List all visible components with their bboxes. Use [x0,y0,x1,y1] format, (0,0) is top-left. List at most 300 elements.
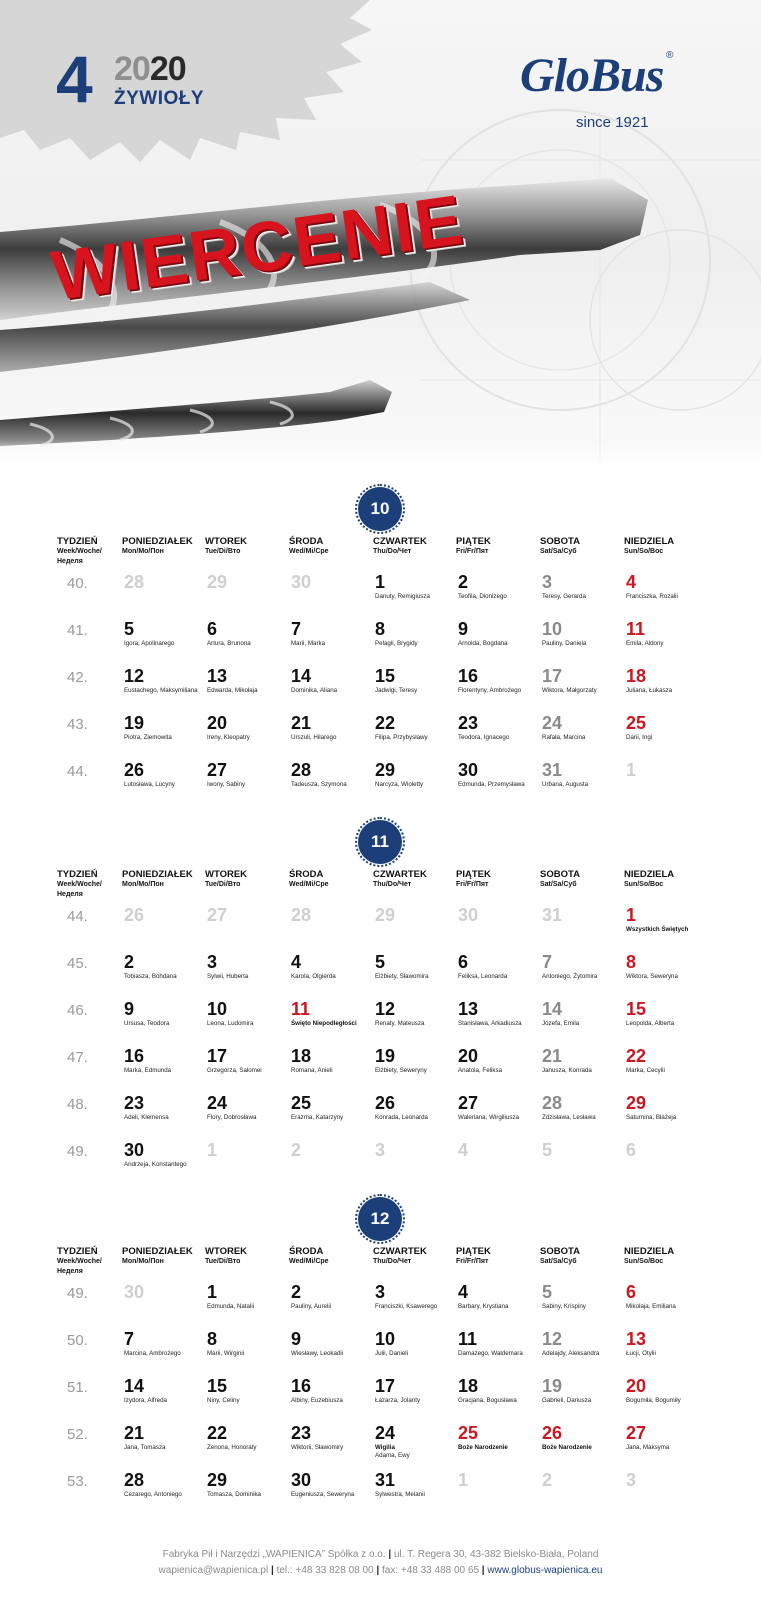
day-number: 21 [124,1423,145,1443]
name-day: Feliksa, Leonarda [458,973,508,980]
day-number: 12 [124,666,145,686]
name-day: Urbana, Augusta [542,781,589,788]
name-day: Franciszka, Rozalii [626,593,678,600]
day-cell [626,1423,706,1452]
day-number: 18 [626,666,647,686]
name-day: Jana, Tomasza [124,1444,166,1451]
day-number: 28 [291,905,312,925]
day-number: 29 [626,1093,647,1113]
day-cell [542,1282,622,1311]
weekday-header [540,870,580,890]
weekday-header-label: ŚRODA [289,1246,324,1257]
day-number: 2 [291,1282,302,1302]
day-cell [542,1329,622,1358]
week-number: 47. [67,1049,88,1066]
day-number: 20 [626,1376,647,1396]
weekday-header-label: PIĄTEK [456,869,491,880]
day-number: 18 [291,1046,312,1066]
day-number: 5 [542,1140,553,1160]
day-cell [124,713,204,742]
day-cell [124,619,204,648]
day-number: 24 [542,713,563,733]
weekday-header [540,1247,580,1267]
day-cell [458,1140,538,1160]
name-day: Edmunda, Natalii [207,1303,255,1310]
name-day: Anatola, Feliksa [458,1067,503,1074]
name-day: Łazarza, Jolanty [375,1397,421,1404]
week-number: 48. [67,1096,88,1113]
weekday-header-sublabel: Thu/Do/Чет [373,881,412,888]
day-cell [375,1046,455,1075]
name-day: Darii, Ingi [626,734,653,741]
week-number: 52. [67,1426,88,1443]
weekday-header [289,537,329,557]
name-day: Łucji, Otylii [626,1350,656,1357]
day-cell [542,760,622,789]
day-cell [542,619,622,648]
day-number: 20 [207,713,228,733]
weekday-header [624,870,674,890]
day-cell [375,1376,455,1405]
day-number: 30 [458,760,479,780]
weekday-header-sublabel: Week/Woche/ [57,1258,102,1265]
day-cell [458,1093,538,1122]
day-cell [291,760,371,789]
day-cell [207,760,287,789]
day-number: 4 [458,1140,469,1160]
name-day: Stanisława, Arkadiusza [458,1020,522,1027]
day-cell [207,1329,287,1358]
name-day: Flory, Dobrosława [207,1114,257,1121]
day-cell [207,1376,287,1405]
day-cell [291,713,371,742]
brand-year-part-b: 20 [149,50,186,88]
weekday-header-label: CZWARTEK [373,536,427,547]
weekday-header-label: CZWARTEK [373,869,427,880]
day-cell [291,666,371,695]
name-day: Adelajdy, Aleksandra [542,1350,600,1357]
day-cell [291,952,371,981]
name-day: Andrzeja, Konstantego [124,1161,187,1168]
weekday-header-label: TYDZIEŃ [57,536,98,547]
day-number: 27 [207,905,228,925]
week-number: 42. [67,669,88,686]
name-day: Elżbiety, Seweryny [375,1067,427,1074]
day-number: 1 [626,905,637,925]
day-cell [291,1046,371,1075]
week-number: 51. [67,1379,88,1396]
day-number: 7 [291,619,302,639]
day-cell [626,760,706,780]
name-day: Wiktorii, Sławomiry [291,1444,344,1451]
day-number: 2 [124,952,135,972]
day-cell [124,1046,204,1075]
day-cell [124,999,204,1028]
day-number: 3 [375,1140,386,1160]
day-cell [291,1376,371,1405]
week-number: 40. [67,575,88,592]
day-cell [458,1470,538,1490]
day-number: 10 [375,1329,396,1349]
day-number: 7 [542,952,553,972]
day-cell [458,572,538,601]
day-number: 28 [291,760,312,780]
weekday-header-sublabel: Week/Woche/ [57,548,102,555]
week-number: 44. [67,908,88,925]
name-day: Edmunda, Przemysława [458,781,525,788]
day-cell [291,999,371,1028]
day-cell [124,666,204,695]
day-cell [375,905,455,925]
day-cell [375,1423,455,1460]
logo-since: since 1921 [576,114,649,131]
day-number: 1 [458,1470,469,1490]
weekday-header-sublabel: Wed/Mi/Сре [289,881,329,888]
day-cell [542,1470,622,1490]
day-number: 8 [207,1329,218,1349]
day-cell [626,905,706,934]
day-number: 13 [626,1329,647,1349]
name-day: Arnolda, Bogdana [458,640,508,647]
day-cell [458,1376,538,1405]
day-number: 29 [207,1470,228,1490]
day-cell [542,1423,622,1452]
name-day: Florentyny, Ambrożego [458,687,522,694]
name-day: Pelagii, Brygidy [375,640,418,647]
company-website-link[interactable]: www.globus-wapienica.eu [487,1565,603,1576]
weekday-header [122,537,193,557]
day-cell [626,1093,706,1122]
name-day: Leona, Ludomira [207,1020,254,1027]
day-cell [542,999,622,1028]
name-day: Pauliny, Aurelii [291,1303,332,1310]
company-email[interactable]: wapienica@wapienica.pl [158,1565,269,1576]
day-cell [375,713,455,742]
weekday-header [122,870,193,890]
day-number: 19 [375,1046,396,1066]
name-day: Franciszki, Ksawerego [375,1303,438,1310]
name-day: Renaty, Mateusza [375,1020,425,1027]
weekday-header-label: PONIEDZIAŁEK [122,1246,193,1257]
weekday-header [624,537,674,557]
day-cell [458,619,538,648]
name-day: Juliana, Łukasza [626,687,673,694]
day-cell [626,619,706,648]
day-cell [626,1282,706,1311]
day-cell [207,713,287,742]
day-number: 17 [375,1376,396,1396]
day-number: 16 [458,666,479,686]
day-cell [542,1376,622,1405]
day-cell [626,952,706,981]
footer-line-1 [0,1547,761,1563]
day-number: 8 [626,952,637,972]
weekday-header-label: CZWARTEK [373,1246,427,1257]
holiday-name: Boże Narodzenie [458,1444,508,1451]
name-day: Dominika, Aliana [291,687,338,694]
name-day: Edwarda, Mikołaja [207,687,258,694]
day-number: 12 [375,999,396,1019]
day-number: 24 [207,1093,228,1113]
day-cell [291,1470,371,1499]
day-number: 15 [375,666,396,686]
day-number: 29 [375,905,396,925]
day-number: 18 [458,1376,479,1396]
day-number: 2 [458,572,469,592]
day-number: 3 [542,572,553,592]
weekday-header-label: PONIEDZIAŁEK [122,869,193,880]
header-banner [0,0,761,478]
day-cell [458,713,538,742]
day-cell [207,1093,287,1122]
month-number-badge: 10 [358,487,402,531]
day-cell [207,999,287,1028]
month-number-badge: 11 [358,820,402,864]
name-day: Sabiny, Krispiny [542,1303,586,1310]
day-cell [458,666,538,695]
day-number: 1 [626,760,637,780]
name-day: Julii, Danieli [375,1350,409,1357]
weekday-header-sublabel: Sat/Sa/Суб [540,548,577,555]
day-cell [207,1140,287,1160]
day-cell [207,905,287,925]
banner-title: WIERCENIE [47,180,469,316]
week-number: 46. [67,1002,88,1019]
day-number: 15 [626,999,647,1019]
day-cell [291,1423,371,1452]
day-number: 29 [207,572,228,592]
day-cell [458,905,538,925]
weekday-header-label: SOBOTA [540,536,580,547]
name-day: Adeli, Klemensa [124,1114,169,1121]
day-number: 25 [626,713,647,733]
name-day: Saturnina, Błażeja [626,1114,677,1121]
name-day: Ireny, Kleopatry [207,734,250,741]
name-day: Marii, Wirginii [207,1350,245,1357]
day-cell [458,1282,538,1311]
name-day: Eugeniusza, Seweryna [291,1491,355,1498]
day-number: 6 [626,1282,637,1302]
name-day: Damazego, Waldemara [458,1350,523,1357]
week-number: 43. [67,716,88,733]
day-number: 6 [207,619,218,639]
name-day: Marii, Marka [291,640,326,647]
weekday-header-sublabel: Mon/Mo/Пон [122,881,164,888]
day-cell [375,952,455,981]
week-number: 49. [67,1143,88,1160]
week-column-header [57,870,102,900]
weekday-header [373,870,427,890]
name-day: Barbary, Krystiana [458,1303,509,1310]
day-number: 16 [291,1376,312,1396]
weekday-header-label: PONIEDZIAŁEK [122,536,193,547]
weekday-header-label: TYDZIEŃ [57,1246,98,1257]
day-cell [375,1329,455,1358]
logo-registered-mark: ® [666,50,674,61]
name-day: Erazma, Katarzyny [291,1114,344,1121]
day-cell [542,666,622,695]
day-number: 26 [124,905,145,925]
weekday-header-label: SOBOTA [540,1246,580,1257]
weekday-header-sublabel: Tue/Di/Вто [205,548,241,555]
day-cell [124,1140,204,1169]
day-number: 4 [458,1282,469,1302]
weekday-header-label: ŚRODA [289,869,324,880]
weekday-header-sublabel-2: Неделя [57,558,83,565]
day-number: 5 [375,952,386,972]
day-number: 14 [124,1376,145,1396]
day-number: 22 [375,713,396,733]
day-number: 13 [207,666,228,686]
weekday-header-sublabel: Thu/Do/Чет [373,548,412,555]
weekday-header [205,1247,247,1267]
weekday-header-sublabel: Sat/Sa/Суб [540,881,577,888]
day-cell [207,1046,287,1075]
day-number: 9 [124,999,135,1019]
day-number: 31 [542,760,563,780]
company-phone: tel.: +48 33 828 08 00 [276,1565,374,1576]
weekday-header-sublabel: Tue/Di/Вто [205,1258,241,1265]
day-number: 6 [458,952,469,972]
day-number: 22 [626,1046,647,1066]
name-day: Leopolda, Alberta [626,1020,675,1027]
week-number: 41. [67,622,88,639]
day-cell [375,999,455,1028]
weekday-header-label: NIEDZIELA [624,869,675,880]
name-day: Bogumiła, Bogumiły [626,1397,681,1404]
name-day: Wiesławy, Leokadii [291,1350,344,1357]
name-day: Eustachego, Maksymiliana [124,687,198,694]
name-day: Józefa, Emila [542,1020,580,1027]
week-number: 45. [67,955,88,972]
weekday-header-sublabel: Thu/Do/Чет [373,1258,412,1265]
day-number: 31 [542,905,563,925]
day-number: 26 [542,1423,563,1443]
day-number: 20 [458,1046,479,1066]
name-day: Igora, Apolinarego [124,640,175,647]
name-day: Cezarego, Antoniego [124,1491,182,1498]
weekday-header-sublabel-2: Неделя [57,1268,83,1275]
day-cell [291,572,371,592]
day-cell [375,666,455,695]
brand-subtitle: ŻYWIOŁY [114,88,205,109]
day-number: 30 [291,1470,312,1490]
day-cell [207,572,287,592]
day-number: 23 [458,713,479,733]
day-number: 1 [375,572,386,592]
weekday-header-sublabel: Fri/Fr/Пят [456,881,489,888]
day-cell [207,666,287,695]
name-day: Teresy, Gerarda [542,593,586,600]
name-day: Jana, Maksyma [626,1444,670,1451]
day-number: 3 [626,1470,637,1490]
footer-line-2 [0,1563,761,1579]
day-number: 23 [124,1093,145,1113]
day-cell [291,619,371,648]
weekday-header-label: PIĄTEK [456,536,491,547]
name-day: Piotra, Ziemowita [124,734,172,741]
day-cell [124,905,204,925]
footer-separator: | [270,1565,274,1576]
name-day: Zdzisława, Lesława [542,1114,596,1121]
footer-separator: | [388,1549,392,1560]
day-cell [375,760,455,789]
day-number: 27 [626,1423,647,1443]
weekday-header-sublabel: Sat/Sa/Суб [540,1258,577,1265]
brand-year [114,52,186,86]
name-day: Antoniego, Żytomira [542,973,598,980]
day-number: 29 [375,760,396,780]
name-day: Urszuli, Hilarego [291,734,337,741]
day-number: 22 [207,1423,228,1443]
day-cell [375,1470,455,1499]
name-day: Elżbiety, Sławomira [375,973,429,980]
day-number: 11 [291,999,311,1019]
weekday-header-label: PIĄTEK [456,1246,491,1257]
footer [0,1547,761,1579]
day-cell [458,999,538,1028]
weekday-header [456,1247,491,1267]
day-number: 30 [458,905,479,925]
day-number: 23 [291,1423,312,1443]
day-cell [124,1470,204,1499]
company-name: Fabryka Pił i Narzędzi „WAPIENICA” Spółka z o.o. [162,1549,386,1560]
day-number: 17 [207,1046,228,1066]
day-cell [124,1423,204,1452]
day-number: 25 [291,1093,312,1113]
day-cell [626,1140,706,1160]
day-cell [542,905,622,925]
day-number: 21 [542,1046,563,1066]
name-day: Danuty, Remigiusza [375,593,430,600]
day-cell [124,952,204,981]
day-number: 8 [375,619,386,639]
day-number: 4 [626,572,637,592]
weekday-header [456,537,491,557]
day-number: 19 [542,1376,563,1396]
day-number: 30 [124,1282,145,1302]
weekday-header [289,870,329,890]
footer-separator: | [376,1565,380,1576]
day-number: 19 [124,713,145,733]
day-cell [124,1093,204,1122]
day-cell [291,905,371,925]
weekday-header-label: WTOREK [205,869,248,880]
day-number: 2 [291,1140,302,1160]
weekday-header [373,1247,427,1267]
name-day: Janusza, Konrada [542,1067,592,1074]
weekday-header-sublabel: Mon/Mo/Пон [122,1258,164,1265]
weekday-header-sublabel: Mon/Mo/Пон [122,548,164,555]
day-number: 5 [124,619,135,639]
day-number: 10 [542,619,563,639]
weekday-header [289,1247,329,1267]
name-day: Adama, Ewy [375,1452,410,1459]
name-day: Konrada, Leonarda [375,1114,428,1121]
day-cell [375,1140,455,1160]
name-day: Sylwestra, Melanii [375,1491,425,1498]
day-cell [207,619,287,648]
weekday-header-sublabel: Sun/So/Вос [624,1258,664,1265]
week-number: 49. [67,1285,88,1302]
company-fax: fax: +48 33 488 00 65 [381,1565,480,1576]
weekday-header [624,1247,674,1267]
day-cell [207,1470,287,1499]
day-cell [626,713,706,742]
week-number: 53. [67,1473,88,1490]
name-day: Tobiasza, Bohdana [124,973,177,980]
day-number: 2 [542,1470,553,1490]
